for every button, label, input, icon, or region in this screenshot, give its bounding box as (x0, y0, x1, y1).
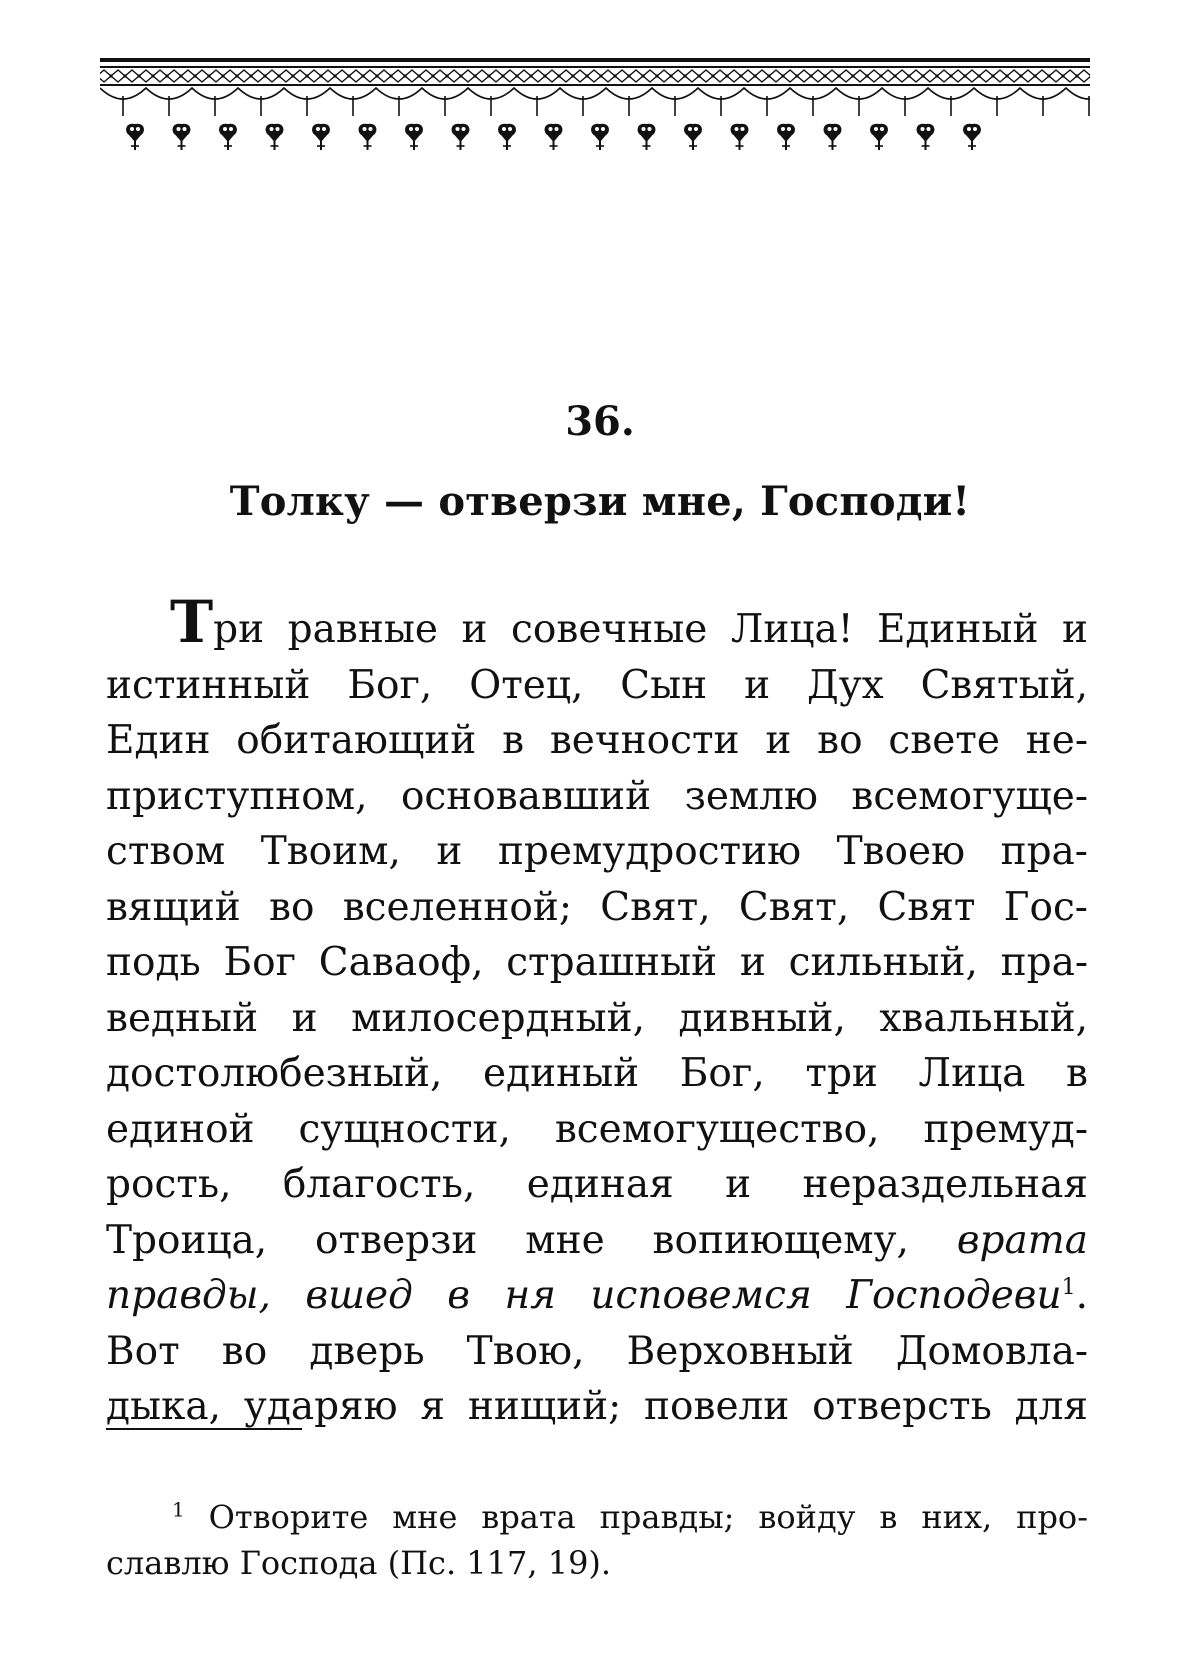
pendant-icon (824, 124, 842, 150)
text-line-2: истинный Бог, Отец, Сын и Дух Святый, (106, 662, 1088, 708)
pendant-icon (126, 124, 144, 150)
text-line-12: Троица, отверзи мне вопиющему, врата (106, 1217, 1088, 1263)
chapter-title: Толку — отверзи мне, Господи! (229, 478, 971, 525)
text-line-5: ством Твоим, и премудростию Твоею пра- (106, 829, 1088, 874)
decorative-header-border (100, 58, 1090, 158)
pendant-icon (870, 124, 888, 150)
pendant-icon (359, 124, 377, 150)
main-text (106, 588, 1088, 1435)
text-line-11: рость, благость, единая и нераздельная (106, 1162, 1088, 1207)
text-line-3: Един обитающий в вечности и во свете не- (106, 718, 1088, 763)
pendant-icon (591, 124, 609, 150)
pendant-icon (638, 124, 656, 150)
footnote-line-2: славлю Господа (Пс. 117, 19). (106, 1544, 612, 1582)
pendant-icon (498, 124, 516, 150)
pendant-icon (684, 124, 702, 150)
text-line-10: единой сущности, всемогущество, премуд- (106, 1106, 1088, 1152)
pendant-icon (219, 124, 237, 150)
pendant-icon (173, 124, 191, 150)
pendant-icon (452, 124, 470, 150)
text-line-8: ведный и милосердный, дивный, хвальный, (106, 995, 1088, 1041)
drop-cap: Т (170, 588, 214, 656)
footnote-marker: 1 (172, 1497, 185, 1522)
pendant-icon (963, 124, 981, 150)
text-line-4: приступном, основавший землю всемогуще- (106, 773, 1088, 819)
pendant-icon (777, 124, 795, 150)
lace-band (100, 58, 1090, 116)
footnote-divider (106, 1428, 302, 1430)
text-line-14: Вот во дверь Твою, Верховный Домовла- (106, 1328, 1088, 1374)
text-line-6: вящий во вселенной; Свят, Свят, Свят Гос- (106, 884, 1088, 930)
text-line-15: дыка, ударяю я нищий; повели отверсть для (106, 1384, 1088, 1429)
text-line-13: правды, вшед в ня исповемся Господеви$^1$. (106, 1273, 1088, 1318)
footnote-reference[interactable]: 1 (1061, 1275, 1076, 1300)
pendant-icon (405, 124, 423, 150)
pendant-icon (545, 124, 563, 150)
footnote (106, 1494, 1088, 1586)
text-line-7: подь Бог Саваоф, страшный и сильный, пра- (106, 940, 1088, 985)
footnote-line-1: $^1$ Отворите мне врата правды; войду в них, про- (172, 1497, 1089, 1536)
pendant-icon (266, 124, 284, 150)
pendant-ornaments (126, 124, 981, 150)
scripture-quote-start: врата (956, 1217, 1088, 1263)
pendant-icon (917, 124, 935, 150)
pendant-icon (731, 124, 749, 150)
scripture-quote: правды, вшед в ня исповемся Господеви (106, 1273, 1062, 1318)
chapter-number: 36. (565, 398, 635, 445)
text-line-9: достолюбезный, единый Бог, три Лица в (106, 1051, 1088, 1096)
pendant-icon (312, 124, 330, 150)
text-line-1: Три равные и совечные Лица! Единый и (170, 588, 1088, 656)
